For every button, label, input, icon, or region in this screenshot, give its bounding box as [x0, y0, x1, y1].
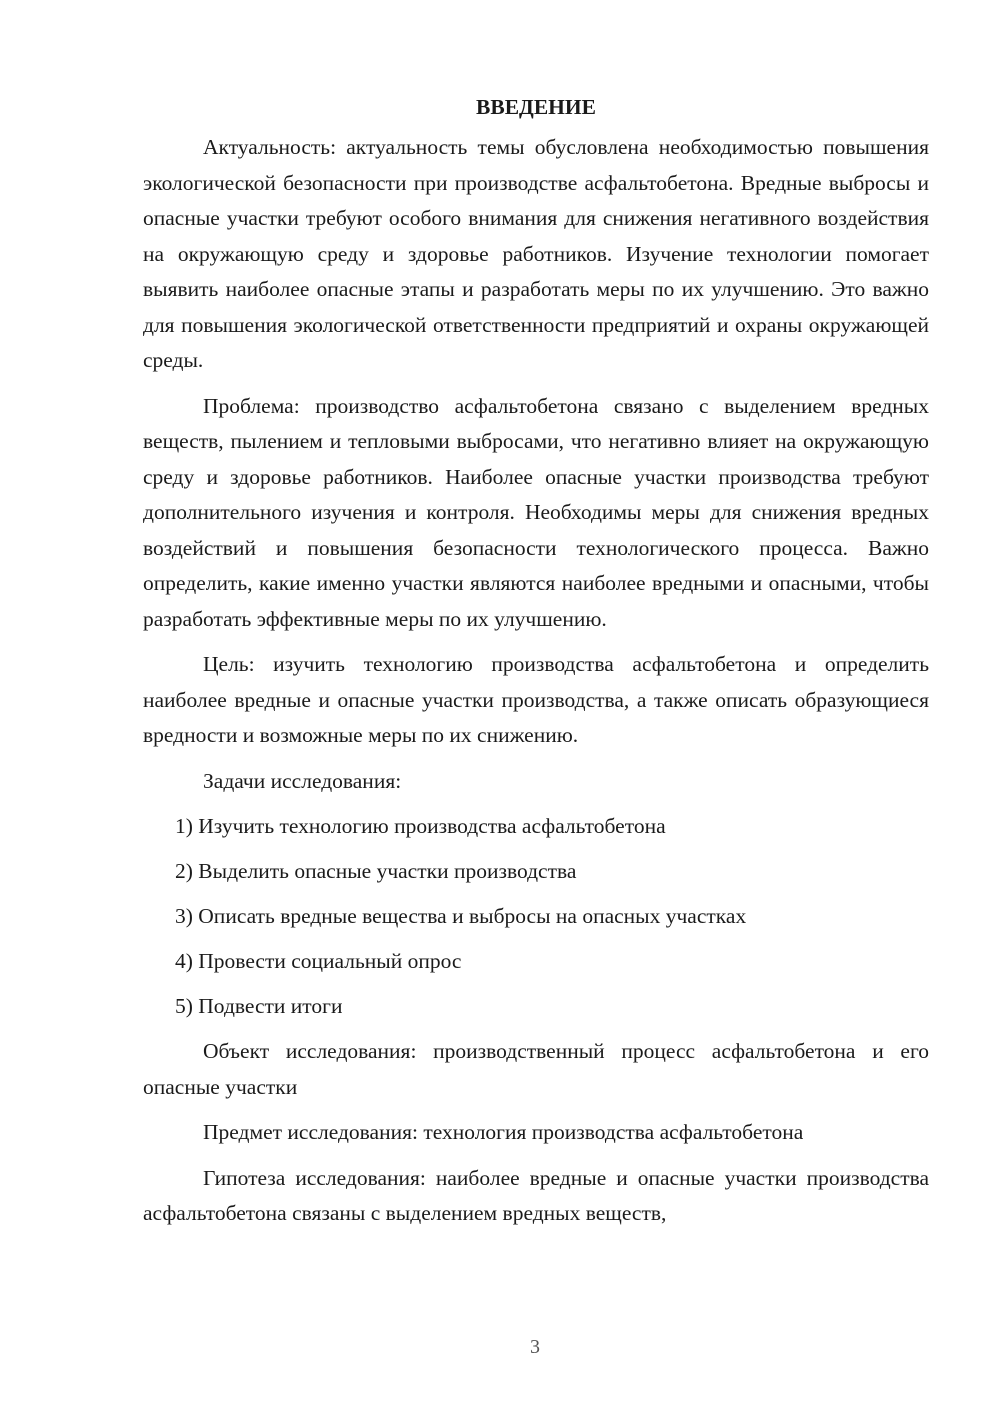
- task-item-5: 5) Подвести итоги: [175, 994, 343, 1018]
- tasks-title: Задачи исследования:: [203, 768, 402, 793]
- subject-paragraph: Предмет исследования: технология производства асфальтобетона: [203, 1120, 804, 1144]
- page-number: 3: [530, 1336, 540, 1358]
- task-item-2: 2) Выделить опасные участки производства: [175, 859, 577, 883]
- section-heading: ВВЕДЕНИЕ: [476, 95, 596, 119]
- task-item-3: 3) Описать вредные вещества и выбросы на опасных участках: [175, 904, 747, 928]
- page-content: [143, 92, 929, 1242]
- task-item-4: 4) Провести социальный опрос: [175, 949, 462, 973]
- goal-paragraph: Цель: изучить технологию производства асфальтобетона и определить наиболее вредные и опасные участки производства, а также описать образующиеся вредности и возможные меры по их снижению.: [143, 652, 929, 747]
- task-item-1: 1) Изучить технологию производства асфальтобетона: [175, 814, 666, 838]
- object-paragraph: Объект исследования: производственный процесс асфальтобетона и его опасные участки: [143, 1039, 929, 1099]
- relevance-paragraph: Актуальность: актуальность темы обусловлена необходимостью повышения экологической безопасности при производстве асфальтобетона. Вредные выбросы и опасные участки требуют особого внимания для снижения негативного воздействия на окружающую среду и здоровье работников. Изучение технологии помогает выявить наиболее опасные этапы и разработать меры по их улучшению. Это важно для повышения экологической ответственности предприятий и охраны окружающей среды.: [143, 135, 929, 372]
- problem-paragraph: Проблема: производство асфальтобетона связано с выделением вредных веществ, пылением и тепловыми выбросами, что негативно влияет на окружающую среду и здоровье работников. Наиболее опасные участки производства требуют дополнительного изучения и контроля. Необходимы меры для снижения вредных воздействий и повышения безопасности технологического процесса. Важно определить, какие именно участки являются наиболее вредными и опасными, чтобы разработать эффективные меры по их улучшению.: [143, 393, 929, 631]
- tasks-list: [143, 809, 929, 1025]
- hypothesis-paragraph: Гипотеза исследования: наиболее вредные и опасные участки производства асфальтобетона связаны с выделением вредных веществ,: [143, 1165, 929, 1225]
